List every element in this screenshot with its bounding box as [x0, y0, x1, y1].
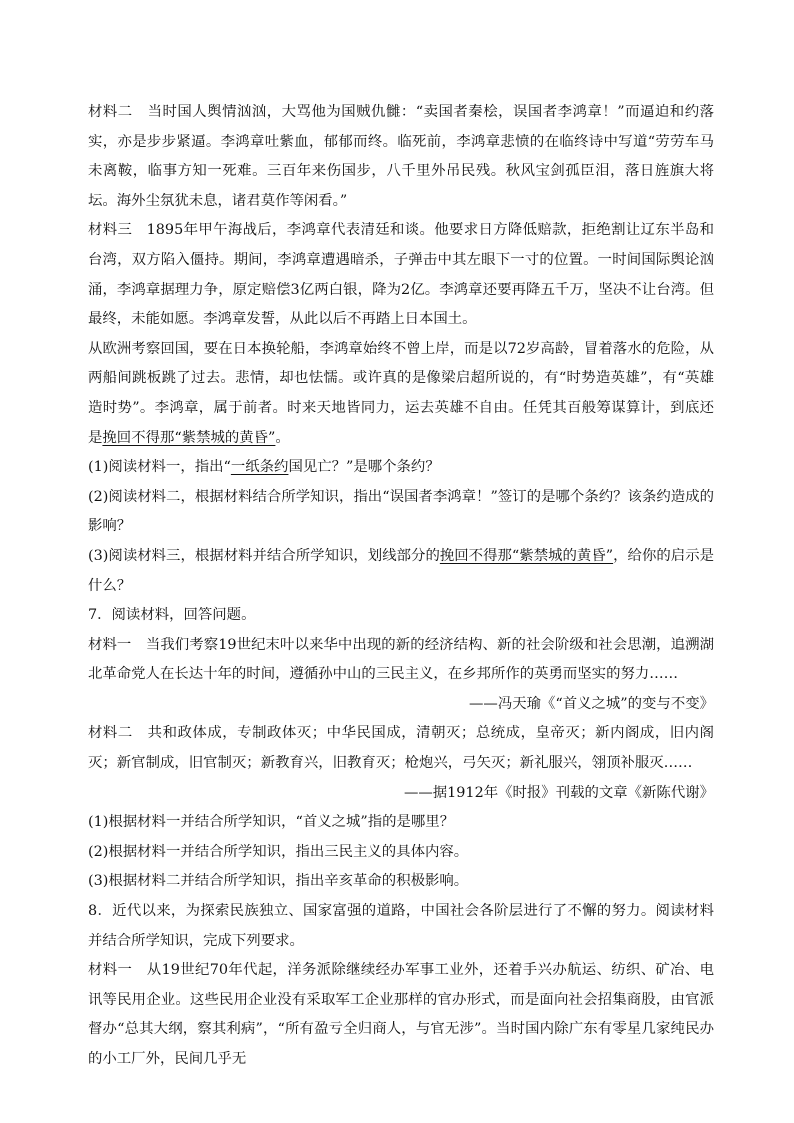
underlined-phrase: 挽回不得那“紫禁城的黄昏”	[102, 429, 276, 446]
underlined-phrase: 挽回不得那“紫禁城的黄昏”	[439, 547, 614, 564]
section-7-material-2: 材料二 共和政体成，专制政体灭；中华民国成，清朝灭；总统成，皇帝灭；新内阁成，旧内阁灭；新官制成，旧官制灭；新教育兴，旧教育灭；枪炮兴，弓矢灭；新礼服兴，翎顶补服灭……	[88, 725, 714, 772]
question-1: (1)阅读材料一，指出“一纸条约国见亡？”是哪个条约？	[88, 459, 440, 476]
material-3-paragraph	[88, 216, 714, 334]
section-7-heading: 7．阅读材料，回答问题。	[88, 607, 256, 624]
material-2-label: 材料二	[88, 104, 133, 120]
section-8-heading: 8．近代以来，为探索民族独立、国家富强的道路，中国社会各阶层进行了不懈的努力。阅读材料并结合所学知识，完成下列要求。	[88, 903, 714, 949]
underlined-phrase: 一纸条约	[230, 459, 289, 476]
material-3-label: 材料三	[88, 222, 133, 239]
section-7-material-1-source: ——冯天瑜《“首义之城”的变与不变》	[469, 695, 714, 712]
section-7-question-2: (2)根据材料一并结合所学知识，指出三民主义的具体内容。	[88, 843, 469, 860]
material-3-paragraph-2: 从欧洲考察回国，要在日本换轮船，李鸿章始终不曾上岸，而是以72岁高龄，冒着落水的危险，从两船间跳板跳了过去。悲情，却也怯懦。或许真的是像梁启超所说的，有“时势造英雄”，有“英雄造时势”。李鸿章，属于前者。时来天地皆同力，运去英雄不自由。任凭其百般筹谋算计，到底还是挽回不得那“紫禁城的黄昏”。	[88, 340, 714, 446]
section-8-material-1: 材料一 从19世纪70年代起，洋务派除继续经办军事工业外，还着手兴办航运、纺织、矿冶、电讯等民用企业。这些民用企业没有采取军工企业那样的官办形式，而是面向社会招集商股，由官派督办“总其大纲，察其利病”，“所有盈亏全归商人，与官无涉”。当时国内除广东有零星几家纯民办的小工厂外，民间几乎无	[88, 962, 714, 1067]
question-3: (3)阅读材料三，根据材料并结合所学知识，划线部分的挽回不得那“紫禁城的黄昏”，给你的启示是什么？	[88, 547, 715, 594]
section-7-material-2-source: ——据1912年《时报》刊载的文章《新陈代谢》	[403, 784, 714, 801]
document-page	[88, 98, 714, 1075]
material-2-text: 当时国人舆情汹汹，大骂他为国贼仇雠：“卖国者秦桧，误国者李鸿章！”而逼迫和约落实，亦是步步紧逼。李鸿章吐紫血，郁郁而终。临死前，李鸿章悲愤的在临终诗中写道“劳劳车马未离鞍，临事方知一死难。三百年来伤国步，八千里外吊民残。秋风宝剑孤臣泪，落日旌旗大将坛。海外尘氛犹未息，诸君莫作等闲看。”	[88, 104, 714, 209]
question-2: (2)阅读材料二，根据材料结合所学知识，指出“误国者李鸿章！”签订的是哪个条约？该条约造成的影响？	[88, 488, 714, 535]
material-2-paragraph	[88, 98, 714, 216]
section-7-question-3: (3)根据材料二并结合所学知识，指出辛亥革命的积极影响。	[88, 873, 469, 890]
section-7-material-1: 材料一 当我们考察19世纪末叶以来华中出现的新的经济结构、新的社会阶级和社会思潮，追溯湖北革命党人在长达十年的时间，遵循孙中山的三民主义，在乡邦所作的英勇而坚实的努力……	[88, 636, 714, 683]
material-3-text: 1895年甲午海战后，李鸿章代表清廷和谈。他要求日方降低赔款，拒绝割让辽东半岛和台湾，双方陷入僵持。期间，李鸿章遭遇暗杀，子弹击中其左眼下一寸的位置。一时间国际舆论汹涌，李鸿章据理力争，原定赔偿3亿两白银，降为2亿。李鸿章还要再降五千万，坚决不让台湾。但最终，未能如愿。李鸿章发誓，从此以后不再踏上日本国土。	[88, 222, 714, 328]
section-7-question-1: (1)根据材料一并结合所学知识，“首义之城”指的是哪里？	[88, 814, 455, 831]
